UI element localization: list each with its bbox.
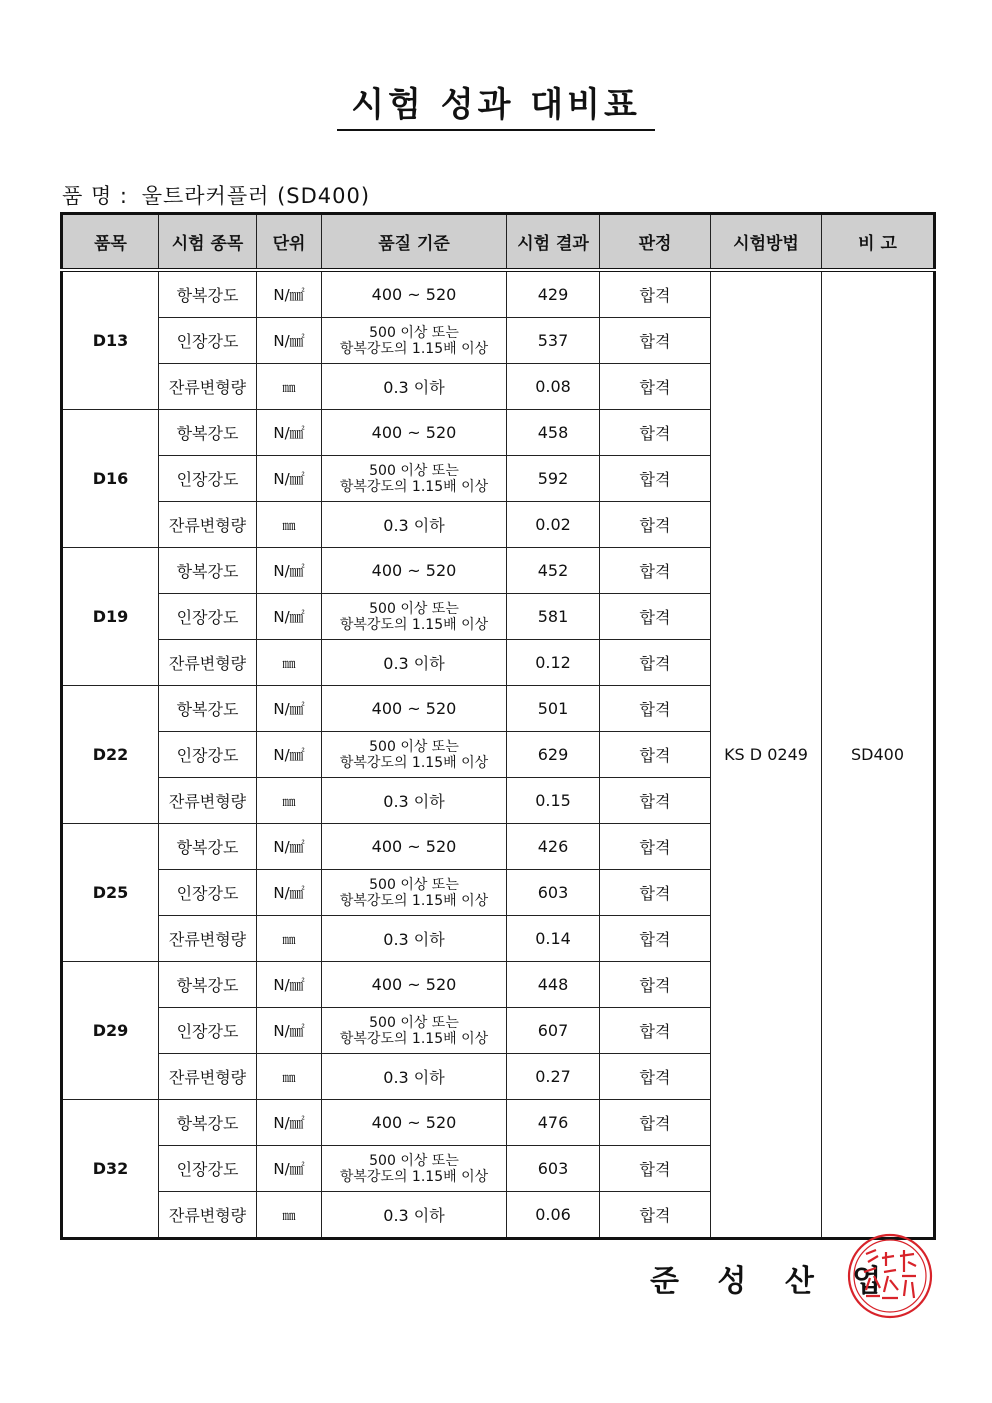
standard-line: 400 ~ 520 — [371, 1113, 457, 1132]
test-method-cell: KS D 0249 — [711, 270, 822, 1239]
standard-cell — [322, 456, 507, 502]
item-cell: D29 — [62, 962, 159, 1100]
verdict-cell: 합격 — [600, 410, 711, 456]
unit-cell: N/㎟ — [257, 318, 322, 364]
standard-line: 500 이상 또는 — [369, 324, 459, 341]
verdict-cell: 합격 — [600, 456, 711, 502]
test-cell: 잔류변형량 — [159, 1192, 257, 1239]
header-cell: 시험 결과 — [507, 214, 600, 271]
unit-cell: N/㎟ — [257, 870, 322, 916]
standard-line: 500 이상 또는 — [369, 1014, 459, 1031]
test-cell: 잔류변형량 — [159, 778, 257, 824]
test-cell: 항복강도 — [159, 410, 257, 456]
standard-line: 0.3 이하 — [383, 654, 445, 673]
test-cell: 항복강도 — [159, 270, 257, 318]
test-cell: 잔류변형량 — [159, 364, 257, 410]
unit-cell: N/㎟ — [257, 1100, 322, 1146]
result-cell: 429 — [507, 270, 600, 318]
result-cell: 0.06 — [507, 1192, 600, 1239]
test-cell: 잔류변형량 — [159, 502, 257, 548]
result-cell: 0.15 — [507, 778, 600, 824]
result-cell: 0.14 — [507, 916, 600, 962]
standard-line: 항복강도의 1.15배 이상 — [339, 340, 489, 357]
unit-cell: N/㎟ — [257, 824, 322, 870]
standard-cell — [322, 1054, 507, 1100]
test-cell: 잔류변형량 — [159, 640, 257, 686]
standard-line: 500 이상 또는 — [369, 738, 459, 755]
verdict-cell: 합격 — [600, 640, 711, 686]
result-cell: 426 — [507, 824, 600, 870]
standard-cell — [322, 594, 507, 640]
header-cell: 품질 기준 — [322, 214, 507, 271]
table-body — [62, 270, 935, 1239]
test-cell: 인장강도 — [159, 1146, 257, 1192]
result-cell: 476 — [507, 1100, 600, 1146]
verdict-cell: 합격 — [600, 364, 711, 410]
unit-cell: ㎜ — [257, 640, 322, 686]
unit-cell: N/㎟ — [257, 456, 322, 502]
standard-line: 항복강도의 1.15배 이상 — [339, 1168, 489, 1185]
title-wrap — [0, 84, 992, 131]
verdict-cell: 합격 — [600, 824, 711, 870]
standard-line: 500 이상 또는 — [369, 1152, 459, 1169]
result-cell: 0.08 — [507, 364, 600, 410]
standard-line: 0.3 이하 — [383, 930, 445, 949]
standard-cell — [322, 502, 507, 548]
verdict-cell: 합격 — [600, 778, 711, 824]
test-cell: 항복강도 — [159, 1100, 257, 1146]
item-cell: D32 — [62, 1100, 159, 1239]
item-cell: D22 — [62, 686, 159, 824]
standard-cell — [322, 270, 507, 318]
verdict-cell: 합격 — [600, 1100, 711, 1146]
verdict-cell: 합격 — [600, 732, 711, 778]
result-cell: 501 — [507, 686, 600, 732]
item-cell: D13 — [62, 270, 159, 410]
standard-line: 0.3 이하 — [383, 1206, 445, 1225]
result-cell: 0.27 — [507, 1054, 600, 1100]
unit-cell: N/㎟ — [257, 1008, 322, 1054]
standard-line: 400 ~ 520 — [371, 837, 457, 856]
standard-line: 400 ~ 520 — [371, 423, 457, 442]
table-header-row — [62, 214, 935, 271]
standard-line: 500 이상 또는 — [369, 462, 459, 479]
result-cell: 448 — [507, 962, 600, 1008]
standard-cell — [322, 1146, 507, 1192]
document-title: 시험 성과 대비표 — [337, 84, 655, 131]
standard-cell — [322, 732, 507, 778]
unit-cell: N/㎟ — [257, 962, 322, 1008]
standard-line: 500 이상 또는 — [369, 876, 459, 893]
test-cell: 인장강도 — [159, 732, 257, 778]
standard-cell — [322, 410, 507, 456]
verdict-cell: 합격 — [600, 270, 711, 318]
result-cell: 452 — [507, 548, 600, 594]
verdict-cell: 합격 — [600, 1054, 711, 1100]
item-cell: D16 — [62, 410, 159, 548]
standard-cell — [322, 870, 507, 916]
standard-line: 0.3 이하 — [383, 516, 445, 535]
standard-cell — [322, 916, 507, 962]
header-cell: 판정 — [600, 214, 711, 271]
standard-cell — [322, 962, 507, 1008]
unit-cell: ㎜ — [257, 364, 322, 410]
unit-cell: N/㎟ — [257, 594, 322, 640]
standard-line: 400 ~ 520 — [371, 699, 457, 718]
result-cell: 629 — [507, 732, 600, 778]
item-cell: D19 — [62, 548, 159, 686]
header-cell: 시험방법 — [711, 214, 822, 271]
company-seal-icon — [846, 1232, 934, 1320]
standard-line: 500 이상 또는 — [369, 600, 459, 617]
result-cell: 603 — [507, 1146, 600, 1192]
verdict-cell: 합격 — [600, 1146, 711, 1192]
result-cell: 603 — [507, 870, 600, 916]
result-cell: 607 — [507, 1008, 600, 1054]
standard-cell — [322, 1192, 507, 1239]
standard-cell — [322, 1100, 507, 1146]
standard-line: 0.3 이하 — [383, 792, 445, 811]
standard-line: 400 ~ 520 — [371, 285, 457, 304]
unit-cell: ㎜ — [257, 502, 322, 548]
unit-cell: N/㎟ — [257, 410, 322, 456]
verdict-cell: 합격 — [600, 1192, 711, 1239]
verdict-cell: 합격 — [600, 548, 711, 594]
header-cell: 비 고 — [822, 214, 935, 271]
unit-cell: N/㎟ — [257, 270, 322, 318]
result-cell: 0.02 — [507, 502, 600, 548]
unit-cell: N/㎟ — [257, 686, 322, 732]
standard-cell — [322, 778, 507, 824]
unit-cell: N/㎟ — [257, 1146, 322, 1192]
product-name: 울트라커플러 (SD400) — [141, 184, 371, 208]
verdict-cell: 합격 — [600, 962, 711, 1008]
standard-cell — [322, 640, 507, 686]
standard-cell — [322, 364, 507, 410]
verdict-cell: 합격 — [600, 686, 711, 732]
company-name: 준 성 산 업 — [650, 1264, 896, 1299]
unit-cell: ㎜ — [257, 916, 322, 962]
verdict-cell: 합격 — [600, 870, 711, 916]
test-cell: 항복강도 — [159, 962, 257, 1008]
standard-line: 항복강도의 1.15배 이상 — [339, 478, 489, 495]
verdict-cell: 합격 — [600, 594, 711, 640]
test-cell: 인장강도 — [159, 594, 257, 640]
standard-cell — [322, 1008, 507, 1054]
standard-line: 0.3 이하 — [383, 378, 445, 397]
header-cell: 시험 종목 — [159, 214, 257, 271]
verdict-cell: 합격 — [600, 318, 711, 364]
standard-line: 400 ~ 520 — [371, 561, 457, 580]
test-cell: 인장강도 — [159, 456, 257, 502]
test-cell: 잔류변형량 — [159, 916, 257, 962]
verdict-cell: 합격 — [600, 1008, 711, 1054]
standard-cell — [322, 686, 507, 732]
result-cell: 0.12 — [507, 640, 600, 686]
unit-cell: ㎜ — [257, 778, 322, 824]
seal-mark — [849, 1235, 931, 1317]
unit-cell: N/㎟ — [257, 548, 322, 594]
unit-cell: N/㎟ — [257, 732, 322, 778]
standard-cell — [322, 548, 507, 594]
standard-line: 0.3 이하 — [383, 1068, 445, 1087]
standard-cell — [322, 824, 507, 870]
test-cell: 항복강도 — [159, 548, 257, 594]
standard-cell — [322, 318, 507, 364]
product-line — [62, 180, 370, 210]
unit-cell: ㎜ — [257, 1192, 322, 1239]
test-results-table — [60, 212, 936, 1240]
verdict-cell: 합격 — [600, 502, 711, 548]
test-cell: 항복강도 — [159, 824, 257, 870]
standard-line: 항복강도의 1.15배 이상 — [339, 616, 489, 633]
unit-cell: ㎜ — [257, 1054, 322, 1100]
table-row — [62, 270, 935, 318]
result-cell: 458 — [507, 410, 600, 456]
header-cell: 품목 — [62, 214, 159, 271]
product-label: 품 명 : — [62, 184, 128, 208]
result-cell: 537 — [507, 318, 600, 364]
result-cell: 592 — [507, 456, 600, 502]
test-cell: 인장강도 — [159, 1008, 257, 1054]
test-cell: 항복강도 — [159, 686, 257, 732]
header-cell: 단위 — [257, 214, 322, 271]
test-cell: 인장강도 — [159, 318, 257, 364]
standard-line: 항복강도의 1.15배 이상 — [339, 1030, 489, 1047]
verdict-cell: 합격 — [600, 916, 711, 962]
result-cell: 581 — [507, 594, 600, 640]
item-cell: D25 — [62, 824, 159, 962]
remark-cell: SD400 — [822, 270, 935, 1239]
standard-line: 400 ~ 520 — [371, 975, 457, 994]
standard-line: 항복강도의 1.15배 이상 — [339, 892, 489, 909]
test-cell: 잔류변형량 — [159, 1054, 257, 1100]
test-cell: 인장강도 — [159, 870, 257, 916]
standard-line: 항복강도의 1.15배 이상 — [339, 754, 489, 771]
